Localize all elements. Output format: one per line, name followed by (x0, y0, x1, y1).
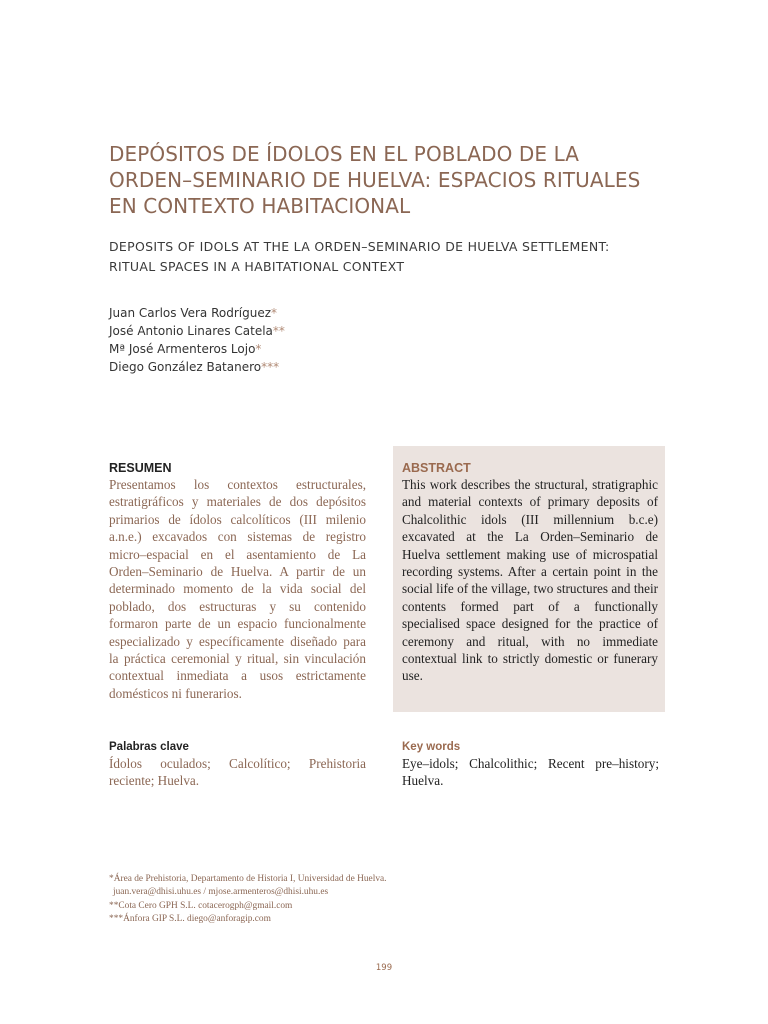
title-english (109, 237, 679, 277)
keywords-english-text: Eye–idols; Chalcolithic; Recent pre–history; Huelva. (402, 756, 659, 789)
abstract-text: This work describes the structural, stratigraphic and material contexts of primary deposits of Chalcolithic idols (III millennium b.c.e) excavated at the La Orden–Seminario de Huelva settlement making use of microspatial recording systems. After a certain point in the social life of the village, two structures and their contents formed part of a functionally specialised space designed for the practice of ceremony and ritual, with no immediate contextual link to strictly domestic or funerary use. (402, 477, 658, 684)
keywords-spanish-text: Ídolos oculados; Calcolítico; Prehistoria reciente; Huelva. (109, 756, 366, 789)
title-english-line: RITUAL SPACES IN A HABITATIONAL CONTEXT (109, 259, 405, 274)
affiliation-mark: * (271, 306, 278, 320)
affiliation-mark: *** (261, 360, 280, 374)
author-item (109, 340, 509, 358)
author-name: Juan Carlos Vera Rodríguez (109, 306, 272, 320)
author-item (109, 358, 509, 376)
affiliation-mark: ** (272, 324, 285, 338)
author-item (109, 304, 509, 322)
resumen-heading: RESUMEN (109, 461, 172, 475)
resumen-text: Presentamos los contextos estructurales, estratigráficos y materiales de dos depósitos primarios de ídolos calcolíticos (III milenio a.n.e.) excavados con sistemas de registro micro–espacial en el asentamiento de La Orden–Seminario de Huelva. A partir de un determinado momento de la vida social del poblado, dos estructuras y su contenido formaron parte de un espacio funcionalmente especializado y específicamente diseñado para la práctica ceremonial y ritual, sin vinculación contextual inmediata a usos estrictamente domésticos ni funerarios. (109, 477, 366, 701)
affiliation-mark: * (255, 342, 262, 356)
keywords-spanish-heading: Palabras clave (109, 741, 189, 753)
author-name: Mª José Armenteros Lojo (109, 342, 256, 356)
author-name: Diego González Batanero (109, 360, 262, 374)
author-item (109, 322, 509, 340)
author-list (109, 304, 509, 376)
title-spanish (109, 141, 669, 219)
title-english-line: DEPOSITS OF IDOLS AT THE LA ORDEN–SEMINARIO DE HUELVA SETTLEMENT: (109, 239, 610, 254)
keywords-english-heading: Key words (402, 741, 461, 753)
page-number: 199 (375, 963, 393, 973)
title-spanish-line: DEPÓSITOS DE ÍDOLOS EN EL POBLADO DE LA (109, 142, 580, 166)
footnote-item: ***Ánfora GIP S.L. diego@anforagip.com (109, 914, 271, 925)
footnote-item: **Cota Cero GPH S.L. cotacerogph@gmail.com (109, 900, 293, 911)
footnote-item: juan.vera@dhisi.uhu.es / mjose.armenteros@dhisi.uhu.es (113, 887, 329, 898)
title-spanish-line: ORDEN–SEMINARIO DE HUELVA: ESPACIOS RITUALES (109, 168, 641, 192)
author-name: José Antonio Linares Catela (109, 324, 273, 338)
abstract-heading: ABSTRACT (402, 461, 471, 475)
footnote-item: *Área de Prehistoria, Departamento de Historia I, Universidad de Huelva. (109, 874, 387, 884)
title-spanish-line: EN CONTEXTO HABITACIONAL (109, 194, 411, 218)
footnotes (109, 873, 529, 927)
